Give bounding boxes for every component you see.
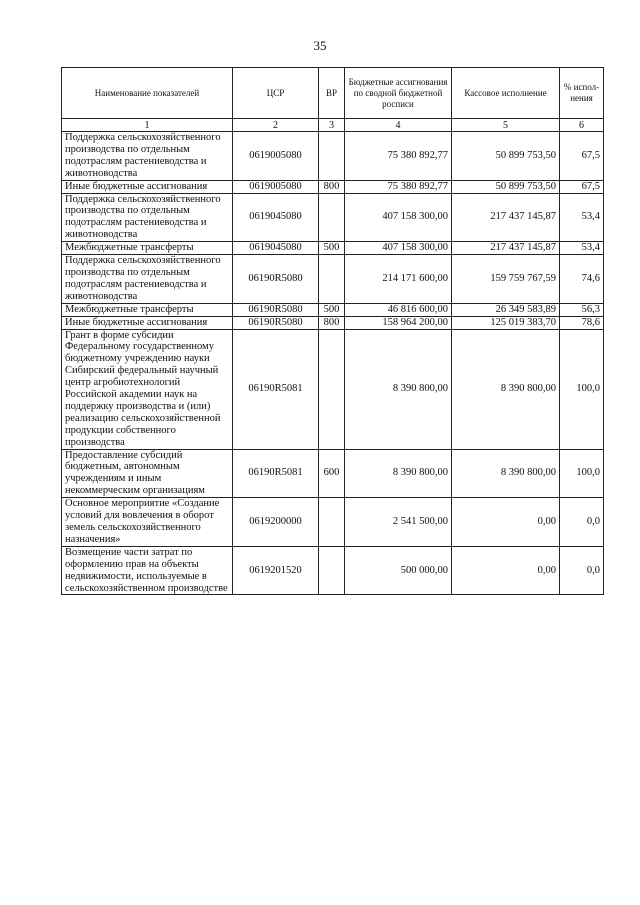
row-vr: 500: [319, 242, 345, 255]
row-csr: 0619005080: [233, 132, 319, 181]
row-vr: 600: [319, 449, 345, 498]
row-budget: 407 158 300,00: [345, 193, 452, 242]
row-percent: 53,4: [560, 242, 604, 255]
row-name: Грант в форме субсидии Федеральному государственному бюджетному учреждению науки Сибирский федеральный научный центр агробиотехнологий Российской академии наук на поддержку производства и (или) реализацию сельскохозяйственной продукции собственного производства: [62, 329, 233, 449]
row-percent: 0,0: [560, 546, 604, 595]
row-percent: 56,3: [560, 303, 604, 316]
row-vr: [319, 193, 345, 242]
row-percent: 53,4: [560, 193, 604, 242]
row-executed: 26 349 583,89: [452, 303, 560, 316]
row-budget: 75 380 892,77: [345, 132, 452, 181]
row-budget: 8 390 800,00: [345, 329, 452, 449]
table-row: [62, 242, 604, 255]
header-cash-execution: Кассовое исполнение: [452, 68, 560, 119]
row-name: Предоставление субсидий бюджетным, автономным учреждениям и иным некоммерческим организациям: [62, 449, 233, 498]
row-executed: 217 437 145,87: [452, 193, 560, 242]
row-csr: 06190R5080: [233, 316, 319, 329]
row-percent: 67,5: [560, 132, 604, 181]
row-budget: 407 158 300,00: [345, 242, 452, 255]
table-row: [62, 498, 604, 547]
table-row: [62, 180, 604, 193]
table-row: [62, 329, 604, 449]
header-execution-percent: % испол-нения: [560, 68, 604, 119]
row-executed: 50 899 753,50: [452, 180, 560, 193]
row-vr: [319, 498, 345, 547]
row-name: Иные бюджетные ассигнования: [62, 316, 233, 329]
row-budget: 158 964 200,00: [345, 316, 452, 329]
header-csr: ЦСР: [233, 68, 319, 119]
column-number-row: [62, 119, 604, 132]
row-percent: 67,5: [560, 180, 604, 193]
column-number: 4: [345, 119, 452, 132]
row-csr: 0619045080: [233, 193, 319, 242]
row-csr: 06190R5081: [233, 449, 319, 498]
column-number: 5: [452, 119, 560, 132]
table-row: [62, 303, 604, 316]
header-budget-allocations: Бюджетные ассигнования по сводной бюджетной росписи: [345, 68, 452, 119]
row-name: Межбюджетные трансферты: [62, 303, 233, 316]
table-row: [62, 449, 604, 498]
row-csr: 0619200000: [233, 498, 319, 547]
row-percent: 0,0: [560, 498, 604, 547]
row-vr: 800: [319, 180, 345, 193]
table-row: [62, 132, 604, 181]
header-vr: ВР: [319, 68, 345, 119]
column-number: 1: [62, 119, 233, 132]
row-percent: 78,6: [560, 316, 604, 329]
row-executed: 0,00: [452, 546, 560, 595]
row-csr: 06190R5081: [233, 329, 319, 449]
column-number: 6: [560, 119, 604, 132]
row-name: Иные бюджетные ассигнования: [62, 180, 233, 193]
row-vr: [319, 132, 345, 181]
row-csr: 0619005080: [233, 180, 319, 193]
row-budget: 75 380 892,77: [345, 180, 452, 193]
row-vr: [319, 329, 345, 449]
row-csr: 0619201520: [233, 546, 319, 595]
table-row: [62, 193, 604, 242]
row-csr: 0619045080: [233, 242, 319, 255]
row-executed: 125 019 383,70: [452, 316, 560, 329]
row-name: Основное мероприятие «Создание условий для вовлечения в оборот земель сельскохозяйственного назначения»: [62, 498, 233, 547]
row-percent: 74,6: [560, 255, 604, 304]
row-percent: 100,0: [560, 329, 604, 449]
row-name: Возмещение части затрат по оформлению прав на объекты недвижимости, используемые в сельскохозяйственном производстве: [62, 546, 233, 595]
table-header-row: [62, 68, 604, 119]
row-executed: 0,00: [452, 498, 560, 547]
row-budget: 500 000,00: [345, 546, 452, 595]
row-name: Поддержка сельскохозяйственного производства по отдельным подотраслям растениеводства и животноводства: [62, 193, 233, 242]
row-csr: 06190R5080: [233, 255, 319, 304]
row-vr: 500: [319, 303, 345, 316]
row-executed: 50 899 753,50: [452, 132, 560, 181]
row-executed: 217 437 145,87: [452, 242, 560, 255]
row-budget: 214 171 600,00: [345, 255, 452, 304]
row-name: Поддержка сельскохозяйственного производства по отдельным подотраслям растениеводства и животноводства: [62, 255, 233, 304]
row-budget: 46 816 600,00: [345, 303, 452, 316]
header-indicator-name: Наименование показателей: [62, 68, 233, 119]
column-number: 2: [233, 119, 319, 132]
row-vr: [319, 546, 345, 595]
row-executed: 159 759 767,59: [452, 255, 560, 304]
row-budget: 8 390 800,00: [345, 449, 452, 498]
row-name: Поддержка сельскохозяйственного производства по отдельным подотраслям растениеводства и животноводства: [62, 132, 233, 181]
row-executed: 8 390 800,00: [452, 449, 560, 498]
column-number: 3: [319, 119, 345, 132]
budget-table: [61, 67, 604, 595]
row-executed: 8 390 800,00: [452, 329, 560, 449]
table-row: [62, 316, 604, 329]
row-vr: [319, 255, 345, 304]
page-number: 35: [313, 38, 327, 53]
row-percent: 100,0: [560, 449, 604, 498]
row-name: Межбюджетные трансферты: [62, 242, 233, 255]
table-row: [62, 546, 604, 595]
row-budget: 2 541 500,00: [345, 498, 452, 547]
row-csr: 06190R5080: [233, 303, 319, 316]
row-vr: 800: [319, 316, 345, 329]
table-row: [62, 255, 604, 304]
